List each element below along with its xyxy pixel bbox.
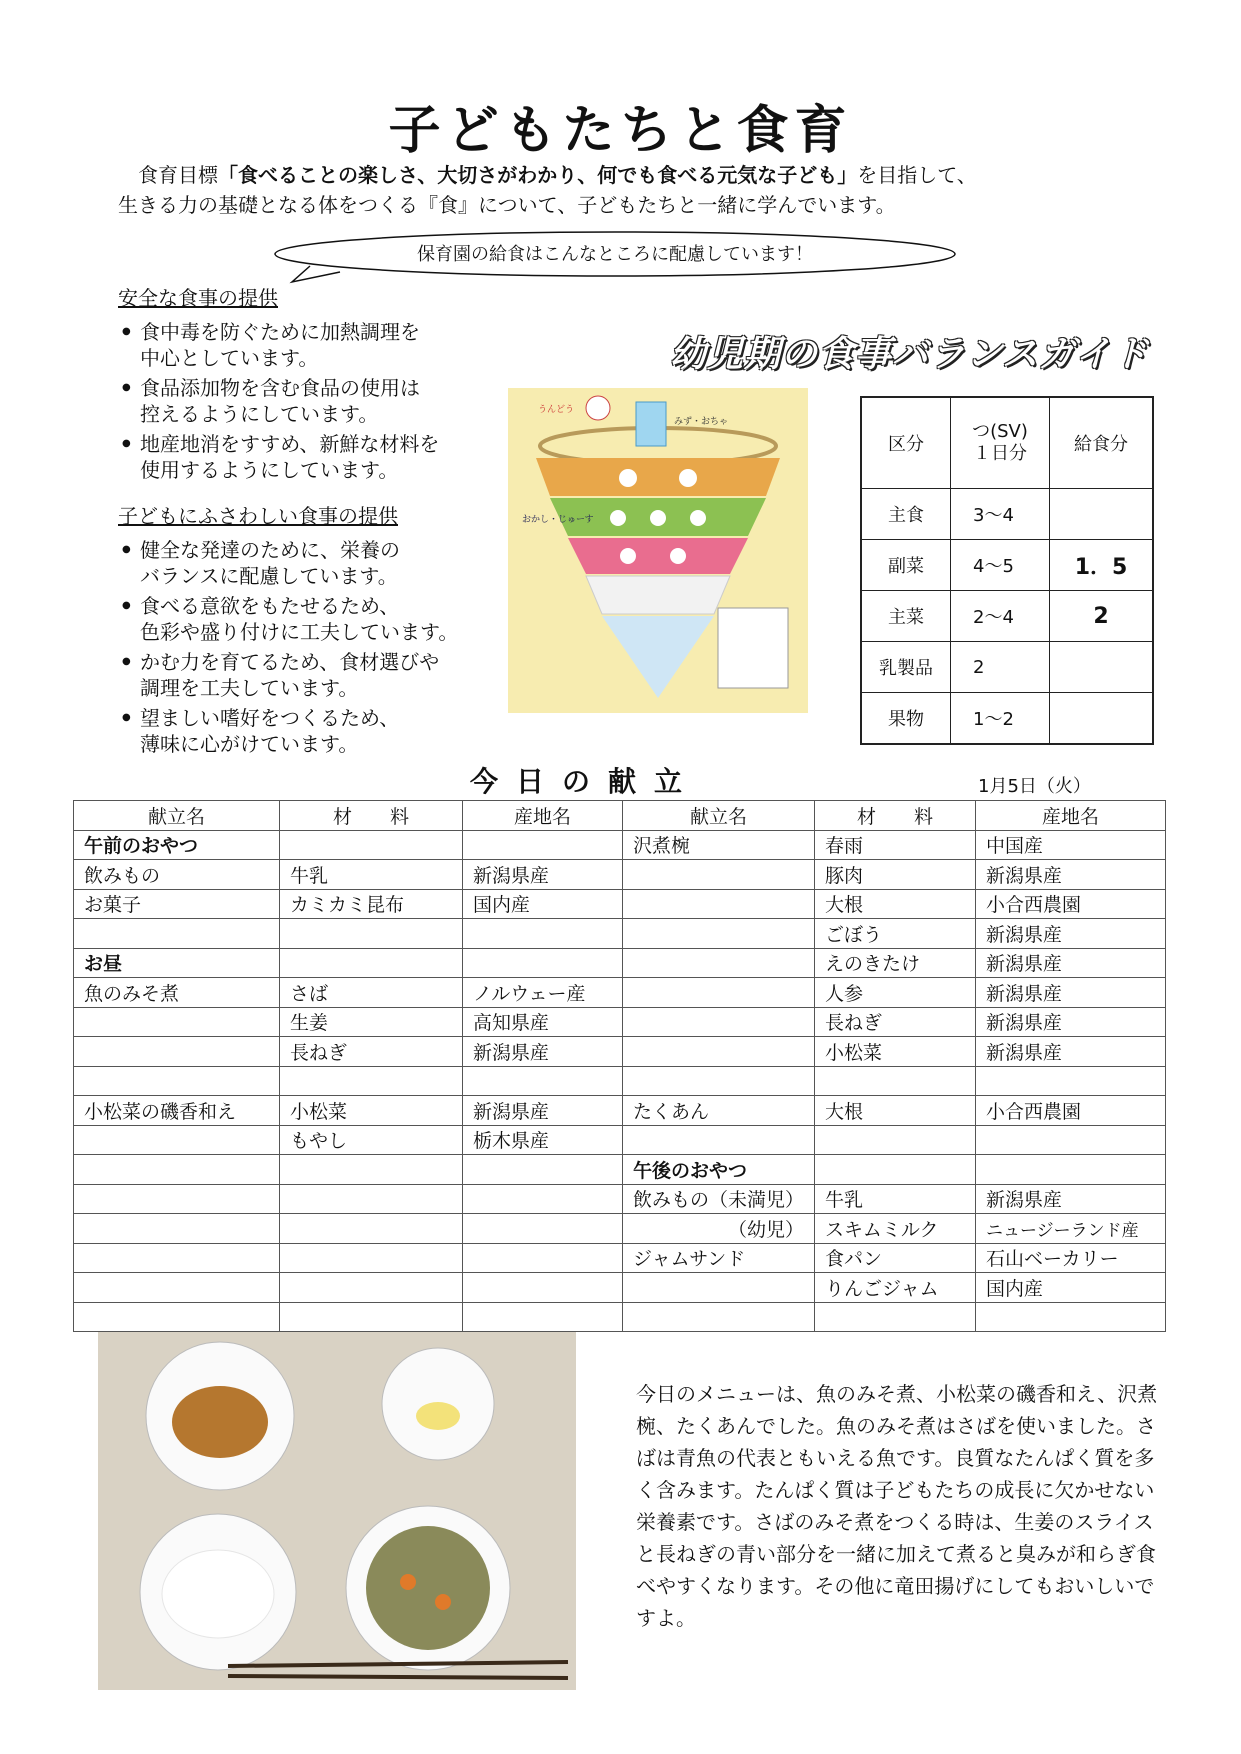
menu-cell	[74, 1155, 280, 1185]
menu-cell	[74, 1066, 280, 1096]
menu-cell: りんごジャム	[815, 1273, 976, 1303]
menu-cell: 小松菜	[280, 1096, 463, 1126]
intro-line2: 生きる力の基礎となる体をつくる『食』について、子どもたちと一緒に学んでいます。	[118, 193, 896, 217]
serving-cell: 3～4	[951, 489, 1050, 540]
menu-cell	[280, 948, 463, 978]
intro-text	[118, 160, 1148, 220]
serving-cell: 果物	[861, 693, 951, 745]
menu-cell	[623, 1273, 815, 1303]
serving-cell	[1050, 693, 1154, 745]
menu-row	[74, 1037, 1166, 1067]
intro-pre: 食育目標	[138, 163, 218, 187]
menu-cell: ノルウェー産	[463, 978, 623, 1008]
menu-cell: 中国産	[976, 830, 1166, 860]
menu-cell: 生姜	[280, 1007, 463, 1037]
suitable-item: ● 健全な発達のために、栄養の バランスに配慮しています。	[118, 537, 518, 589]
menu-header-cell: 材 料	[815, 801, 976, 831]
menu-cell: 小松菜の磯香和え	[74, 1096, 280, 1126]
menu-cell	[623, 948, 815, 978]
menu-cell: 小合西農園	[976, 1096, 1166, 1126]
suitable-heading: 子どもにふさわしい食事の提供	[118, 504, 398, 528]
menu-cell	[280, 1302, 463, 1332]
menu-cell	[976, 1125, 1166, 1155]
menu-cell	[74, 1273, 280, 1303]
menu-cell	[74, 1243, 280, 1273]
menu-cell	[623, 919, 815, 949]
menu-header-cell: 献立名	[74, 801, 280, 831]
food-pyramid-illustration	[508, 388, 808, 713]
menu-cell: 高知県産	[463, 1007, 623, 1037]
menu-cell: 飲みもの（未満児）	[623, 1184, 815, 1214]
serving-header: 給食分	[1050, 397, 1154, 489]
menu-cell	[623, 1066, 815, 1096]
menu-cell	[623, 860, 815, 890]
serving-table	[860, 396, 1154, 745]
menu-cell	[280, 919, 463, 949]
serving-header: 区分	[861, 397, 951, 489]
menu-cell: 午後のおやつ	[623, 1155, 815, 1185]
menu-cell: 新潟県産	[976, 948, 1166, 978]
menu-cell: 小松菜	[815, 1037, 976, 1067]
menu-cell	[623, 889, 815, 919]
menu-cell: 豚肉	[815, 860, 976, 890]
menu-cell: 沢煮椀	[623, 830, 815, 860]
menu-cell	[976, 1066, 1166, 1096]
menu-cell: 牛乳	[815, 1184, 976, 1214]
safety-item: ● 食中毒を防ぐために加熱調理を 中心としています。	[118, 319, 498, 371]
serving-row	[861, 693, 1153, 745]
serving-cell: 1．5	[1050, 540, 1154, 591]
menu-cell: 国内産	[976, 1273, 1166, 1303]
safety-item: ● 食品添加物を含む食品の使用は 控えるようにしています。	[118, 375, 498, 427]
intro-post: を目指して、	[857, 163, 977, 187]
menu-row	[74, 978, 1166, 1008]
menu-cell: 国内産	[463, 889, 623, 919]
menu-header-cell: 産地名	[463, 801, 623, 831]
menu-title: 今日の献立	[470, 765, 701, 798]
menu-cell	[976, 1155, 1166, 1185]
menu-cell	[463, 919, 623, 949]
menu-cell: （幼児）	[623, 1214, 815, 1244]
menu-cell: ごぼう	[815, 919, 976, 949]
serving-cell: 2	[951, 642, 1050, 693]
menu-cell: 小合西農園	[976, 889, 1166, 919]
suitable-item: ● かむ力を育てるため、食材選びや 調理を工夫しています。	[118, 649, 518, 701]
menu-cell	[463, 948, 623, 978]
serving-row	[861, 489, 1153, 540]
menu-cell: お昼	[74, 948, 280, 978]
menu-cell: 食パン	[815, 1243, 976, 1273]
menu-cell	[74, 1125, 280, 1155]
serving-cell: 1～2	[951, 693, 1050, 745]
menu-cell	[74, 919, 280, 949]
menu-cell: 栃木県産	[463, 1125, 623, 1155]
menu-cell	[280, 1273, 463, 1303]
menu-row	[74, 1066, 1166, 1096]
menu-cell	[74, 1037, 280, 1067]
suitable-item: ● 食べる意欲をもたせるため、 色彩や盛り付けに工夫しています。	[118, 593, 518, 645]
serving-header: つ(SV) １日分	[951, 397, 1050, 489]
meal-photo	[98, 1332, 576, 1690]
menu-cell: 長ねぎ	[815, 1007, 976, 1037]
intro-goal: 「食べることの楽しさ、大切さがわかり、何でも食べる元気な子ども」	[218, 163, 858, 187]
menu-row	[74, 1214, 1166, 1244]
suitable-list	[118, 537, 518, 757]
suitable-item: ● 望ましい嗜好をつくるため、 薄味に心がけています。	[118, 705, 518, 757]
menu-cell: 新潟県産	[463, 860, 623, 890]
serving-cell: 2	[1050, 591, 1154, 642]
bubble-text: 保育園の給食はこんなところに配慮しています！	[417, 244, 813, 265]
menu-cell: 春雨	[815, 830, 976, 860]
menu-row	[74, 1125, 1166, 1155]
serving-cell: 副菜	[861, 540, 951, 591]
serving-cell	[1050, 489, 1154, 540]
menu-cell: 新潟県産	[976, 1037, 1166, 1067]
menu-cell	[74, 1184, 280, 1214]
menu-cell	[463, 1243, 623, 1273]
menu-cell	[280, 1184, 463, 1214]
menu-cell: スキムミルク	[815, 1214, 976, 1244]
menu-cell	[815, 1302, 976, 1332]
serving-cell: 乳製品	[861, 642, 951, 693]
menu-row	[74, 830, 1166, 860]
menu-cell: もやし	[280, 1125, 463, 1155]
menu-cell	[463, 1302, 623, 1332]
menu-row	[74, 919, 1166, 949]
menu-cell	[280, 1155, 463, 1185]
menu-cell: 新潟県産	[976, 1184, 1166, 1214]
safety-item: ● 地産地消をすすめ、新鮮な材料を 使用するようにしています。	[118, 431, 498, 483]
serving-cell: 2～4	[951, 591, 1050, 642]
menu-row	[74, 1243, 1166, 1273]
menu-row	[74, 889, 1166, 919]
menu-cell: 牛乳	[280, 860, 463, 890]
safety-list	[118, 319, 498, 483]
menu-cell: 大根	[815, 1096, 976, 1126]
serving-cell	[1050, 642, 1154, 693]
menu-cell	[280, 1214, 463, 1244]
menu-cell: ジャムサンド	[623, 1243, 815, 1273]
menu-cell	[74, 1302, 280, 1332]
menu-cell: ニュージーランド産	[976, 1214, 1166, 1244]
menu-cell	[74, 1214, 280, 1244]
menu-cell: たくあん	[623, 1096, 815, 1126]
menu-cell: えのきたけ	[815, 948, 976, 978]
menu-cell: 人参	[815, 978, 976, 1008]
menu-cell: さば	[280, 978, 463, 1008]
menu-cell	[815, 1066, 976, 1096]
menu-cell	[623, 978, 815, 1008]
menu-cell: 午前のおやつ	[74, 830, 280, 860]
menu-cell	[463, 1155, 623, 1185]
menu-cell	[623, 1125, 815, 1155]
menu-cell	[463, 1066, 623, 1096]
menu-cell	[74, 1007, 280, 1037]
menu-header-cell: 献立名	[623, 801, 815, 831]
menu-cell	[815, 1155, 976, 1185]
menu-cell: 新潟県産	[463, 1096, 623, 1126]
menu-cell: 大根	[815, 889, 976, 919]
menu-date: 1月5日（火）	[978, 776, 1091, 797]
menu-cell: 新潟県産	[976, 1007, 1166, 1037]
safety-section	[118, 285, 498, 487]
serving-row	[861, 591, 1153, 642]
serving-header-row	[861, 397, 1153, 489]
menu-cell: 新潟県産	[976, 978, 1166, 1008]
menu-cell: 新潟県産	[976, 860, 1166, 890]
menu-cell	[280, 1243, 463, 1273]
menu-cell: カミカミ昆布	[280, 889, 463, 919]
menu-cell	[463, 1184, 623, 1214]
menu-cell	[623, 1007, 815, 1037]
serving-row	[861, 540, 1153, 591]
pyramid-label-side: おかし・じゅーす	[522, 515, 594, 525]
menu-row	[74, 1273, 1166, 1303]
menu-row	[74, 948, 1166, 978]
menu-cell: 長ねぎ	[280, 1037, 463, 1067]
menu-row	[74, 1155, 1166, 1185]
menu-cell: 魚のみそ煮	[74, 978, 280, 1008]
suitable-section	[118, 503, 518, 761]
menu-cell	[280, 1066, 463, 1096]
serving-cell: 主食	[861, 489, 951, 540]
menu-cell	[463, 1214, 623, 1244]
menu-cell: 石山ベーカリー	[976, 1243, 1166, 1273]
menu-cell	[463, 830, 623, 860]
menu-cell: 新潟県産	[463, 1037, 623, 1067]
menu-row	[74, 1302, 1166, 1332]
menu-cell	[623, 1302, 815, 1332]
menu-cell	[463, 1273, 623, 1303]
safety-heading: 安全な食事の提供	[118, 286, 278, 310]
serving-cell: 主菜	[861, 591, 951, 642]
balance-guide-title: 幼児期の食事バランスガイド	[670, 334, 1149, 375]
menu-cell: お菓子	[74, 889, 280, 919]
menu-cell	[623, 1037, 815, 1067]
menu-header-cell: 産地名	[976, 801, 1166, 831]
menu-cell: 新潟県産	[976, 919, 1166, 949]
menu-row	[74, 860, 1166, 890]
menu-header-cell: 材 料	[280, 801, 463, 831]
menu-cell	[815, 1125, 976, 1155]
menu-header-row	[74, 801, 1166, 831]
menu-row	[74, 1007, 1166, 1037]
menu-description: 今日のメニューは、魚のみそ煮、小松菜の磯香和え、沢煮椀、たくあんでした。魚のみそ煮はさばを使いました。さばは青魚の代表ともいえる魚です。良質なたんぱく質を多く含みます。たんぱく質は子どもたちの成長に欠かせない栄養素です。さばのみそ煮をつくる時は、生姜のスライスと長ねぎの青い部分を一緒に加えて煮ると臭みが和らぎ食べやすくなります。その他に竜田揚げにしてもおいしいですよ。	[636, 1382, 1158, 1630]
menu-cell	[280, 830, 463, 860]
pyramid-label-right: みず・おちゃ	[674, 417, 729, 427]
menu-row	[74, 1096, 1166, 1126]
menu-row	[74, 1184, 1166, 1214]
serving-row	[861, 642, 1153, 693]
menu-cell	[976, 1302, 1166, 1332]
pyramid-label-left: うんどう	[538, 405, 575, 415]
serving-cell: 4～5	[951, 540, 1050, 591]
page-title: 子どもたちと食育	[388, 101, 853, 161]
menu-cell: 飲みもの	[74, 860, 280, 890]
menu-table	[73, 800, 1166, 1332]
